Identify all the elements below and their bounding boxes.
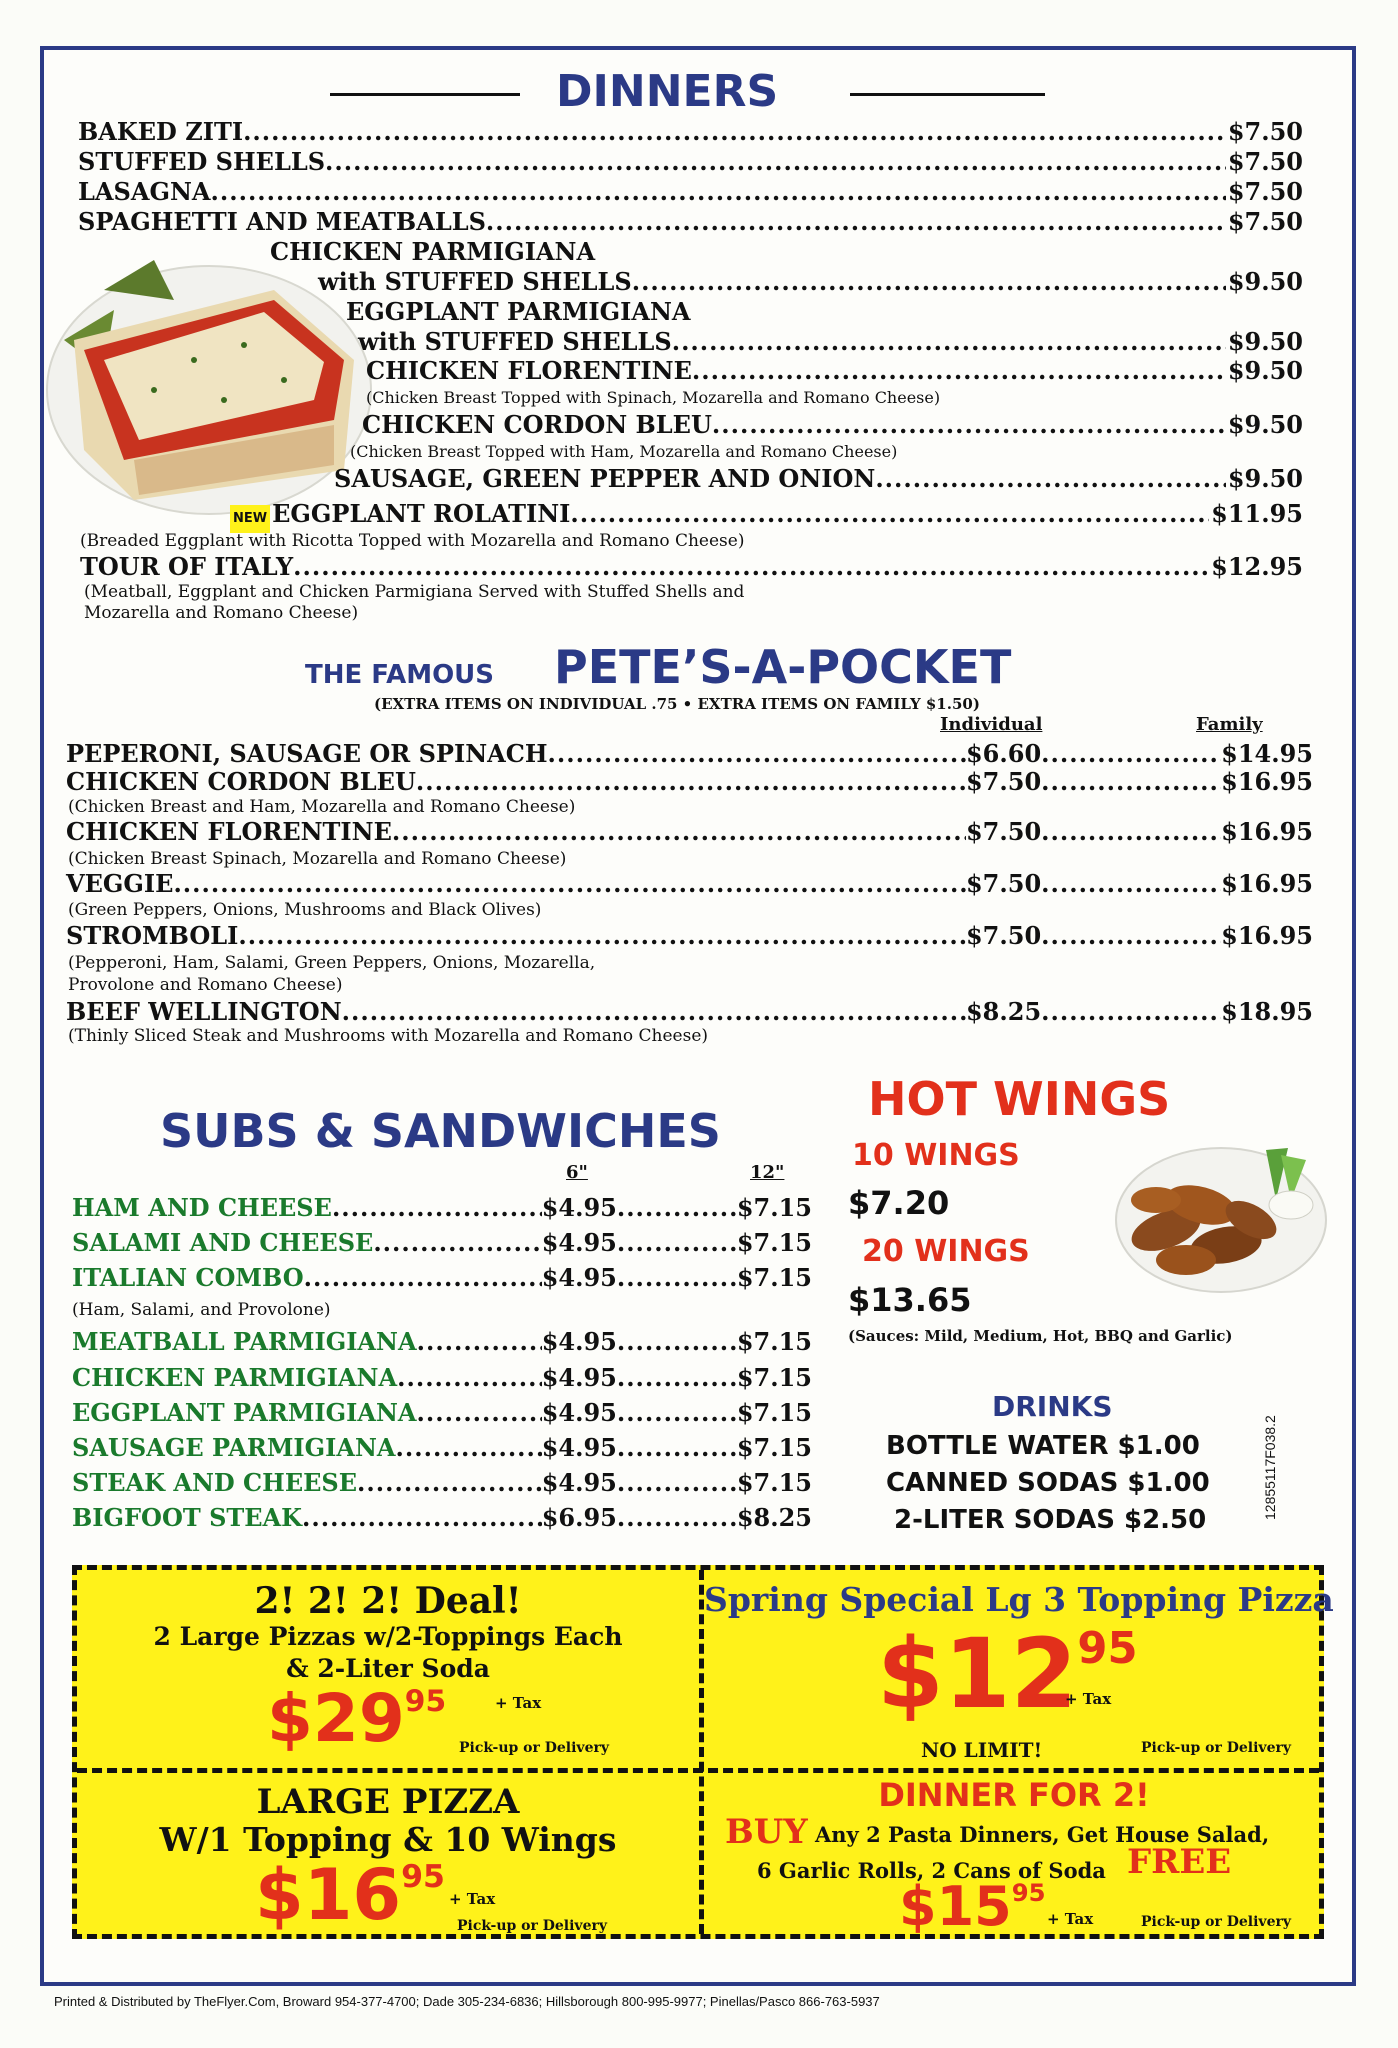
coupon-divider-vertical <box>699 1570 704 1934</box>
spring-coupon-price: $\$12^{95}$ <box>877 1618 1138 1730</box>
deal-coupon-tax: + Tax <box>495 1694 542 1712</box>
dinner-item-name: EGGPLANT PARMIGIANA <box>346 297 691 326</box>
large-coupon-pickup: Pick-up or Delivery <box>457 1918 607 1934</box>
pocket-title-small: THE FAMOUS <box>305 660 495 690</box>
subs-title: SUBS & SANDWICHES <box>160 1104 721 1158</box>
sub-item-desc: (Ham, Salami, and Provolone) <box>72 1300 331 1320</box>
side-code: 12855117F038.2 <box>1262 1415 1278 1520</box>
spring-coupon-limit: NO LIMIT! <box>921 1738 1043 1762</box>
sub-item: MEATBALL PARMIGIANA ..... $4.95 ..... $7.15 <box>72 1328 812 1356</box>
drink-item: BOTTLE WATER $1.00 <box>886 1431 1200 1461</box>
deal-coupon-title: 2! 2! 2! Deal! <box>254 1580 522 1622</box>
dinner-item: with STUFFED SHELLS ..... $9.50 <box>318 268 1303 296</box>
dinner-item-desc: (Chicken Breast Topped with Spinach, Mozarella and Romano Cheese) <box>366 388 941 407</box>
sub-item: ITALIAN COMBO ..... $4.95 ..... $7.15 <box>72 1264 812 1292</box>
wings-ten-label: 10 WINGS <box>852 1138 1020 1173</box>
dinner2-coupon-free: FREE <box>1127 1842 1232 1882</box>
dinners-title: DINNERS <box>556 66 779 117</box>
sub-item: BIGFOOT STEAK ..... $6.95 ..... $8.25 <box>72 1504 812 1532</box>
footer-print-credit: Printed & Distributed by TheFlyer.Com, Broward 954-377-4700; Dade 305-234-6836; Hillsborough 800-995-9977; Pinellas/Pasco 866-763-5937 <box>54 1994 880 2009</box>
pocket-item: PEPERONI, SAUSAGE OR SPINACH ..... $6.60 ..... $14.95 <box>66 740 1313 768</box>
drinks-title: DRINKS <box>992 1390 1113 1423</box>
dinner2-coupon-tax: + Tax <box>1047 1910 1094 1928</box>
dinner2-coupon-title: DINNER FOR 2! <box>878 1776 1150 1814</box>
pocket-subtitle: (EXTRA ITEMS ON INDIVIDUAL .75 • EXTRA ITEMS ON FAMILY $1.50) <box>374 695 980 713</box>
wings-ten-price: $7.20 <box>848 1184 950 1222</box>
dinner2-coupon-pickup: Pick-up or Delivery <box>1141 1914 1291 1930</box>
pocket-item-desc: (Chicken Breast Spinach, Mozarella and Romano Cheese) <box>68 849 567 869</box>
pocket-item: CHICKEN FLORENTINE ..... $7.50 ..... $16.95 <box>66 818 1313 846</box>
wings-title: HOT WINGS <box>868 1072 1171 1126</box>
wings-twenty-label: 20 WINGS <box>862 1234 1030 1269</box>
sub-item: EGGPLANT PARMIGIANA ..... $4.95 ..... $7.15 <box>72 1399 812 1427</box>
pocket-item-desc: (Chicken Breast and Ham, Mozarella and Romano Cheese) <box>68 797 576 817</box>
dinner2-coupon-line2: 6 Garlic Rolls, 2 Cans of Soda <box>757 1858 1106 1883</box>
large-coupon-title: LARGE PIZZA <box>256 1782 520 1822</box>
subs-col-small: 6" <box>566 1162 588 1183</box>
dinner-item: CHICKEN CORDON BLEU ..... $9.50 <box>362 411 1303 439</box>
pocket-item-desc: Provolone and Romano Cheese) <box>68 975 343 995</box>
pocket-item-desc: (Green Peppers, Onions, Mushrooms and Black Olives) <box>68 900 542 920</box>
sub-item: HAM AND CHEESE ..... $4.95 ..... $7.15 <box>72 1194 812 1222</box>
deal-coupon-line1: 2 Large Pizzas w/2-Toppings Each <box>153 1622 623 1651</box>
drink-item: 2-LITER SODAS $2.50 <box>894 1505 1207 1535</box>
dinner-item: TOUR OF ITALY ..... $12.95 <box>80 553 1303 581</box>
pocket-item: CHICKEN CORDON BLEU ..... $7.50 ..... $16.95 <box>66 768 1313 796</box>
sub-item: STEAK AND CHEESE ..... $4.95 ..... $7.15 <box>72 1469 812 1497</box>
sub-item: CHICKEN PARMIGIANA ..... $4.95 ..... $7.15 <box>72 1364 812 1392</box>
large-coupon-price: $\$16^{95}$ <box>255 1854 445 1936</box>
sub-item: SALAMI AND CHEESE ..... $4.95 ..... $7.15 <box>72 1229 812 1257</box>
dinner2-coupon-price: $\$15^{95}$ <box>899 1875 1046 1938</box>
large-coupon-tax: + Tax <box>449 1890 496 1908</box>
drink-item: CANNED SODAS $1.00 <box>886 1468 1210 1498</box>
dinners-rule-right <box>850 93 1045 96</box>
pocket-item: BEEF WELLINGTON ..... $8.25 ..... $18.95 <box>66 998 1313 1026</box>
sub-item: SAUSAGE PARMIGIANA ..... $4.95 ..... $7.15 <box>72 1434 812 1462</box>
dinner-item-name: CHICKEN PARMIGIANA <box>270 237 596 266</box>
dinner-item-desc: (Meatball, Eggplant and Chicken Parmigiana Served with Stuffed Shells and <box>84 582 745 602</box>
dinner-item: with STUFFED SHELLS ..... $9.50 <box>358 328 1303 356</box>
coupons-panel <box>72 1565 1334 1939</box>
pocket-item: STROMBOLI ..... $7.50 ..... $16.95 <box>66 922 1313 950</box>
deal-coupon-price: $\$29^{95}$ <box>267 1680 447 1757</box>
dinner2-coupon-line1: Any 2 Pasta Dinners, Get House Salad, <box>815 1822 1270 1847</box>
pocket-col-individual: Individual <box>940 714 1043 735</box>
pocket-item: VEGGIE ..... $7.50 ..... $16.95 <box>66 870 1313 898</box>
deal-coupon-pickup: Pick-up or Delivery <box>459 1740 609 1756</box>
new-badge: NEW <box>230 505 270 533</box>
subs-col-large: 12" <box>750 1162 785 1183</box>
wings-photo <box>1106 1130 1330 1300</box>
spring-coupon-tax: + Tax <box>1065 1690 1112 1708</box>
wings-twenty-price: $13.65 <box>848 1281 972 1319</box>
pocket-item-desc: (Pepperoni, Ham, Salami, Green Peppers, Onions, Mozarella, <box>68 953 596 973</box>
dinner-item: BAKED ZITI ..... $7.50 <box>78 118 1303 146</box>
dinner-item-desc: (Breaded Eggplant with Ricotta Topped with Mozarella and Romano Cheese) <box>80 531 745 551</box>
dinner-item-desc: (Chicken Breast Topped with Ham, Mozarella and Romano Cheese) <box>350 442 898 461</box>
dinner-item: STUFFED SHELLS ..... $7.50 <box>78 148 1303 176</box>
deal-coupon-line2: & 2-Liter Soda <box>286 1654 490 1683</box>
spring-coupon-pickup: Pick-up or Delivery <box>1141 1740 1291 1756</box>
dinners-rule-left <box>330 93 520 96</box>
pocket-item-desc: (Thinly Sliced Steak and Mushrooms with Mozarella and Romano Cheese) <box>68 1026 709 1046</box>
dinner2-coupon-buy: BUY <box>725 1812 808 1852</box>
dinner-item: SAUSAGE, GREEN PEPPER AND ONION ..... $9.50 <box>334 465 1303 493</box>
dinner-item-desc: Mozarella and Romano Cheese) <box>84 603 359 623</box>
wings-sauces: (Sauces: Mild, Medium, Hot, BBQ and Garlic) <box>848 1327 1233 1345</box>
dinner-item: NEW EGGPLANT ROLATINI ..... $11.95 <box>230 500 1303 533</box>
dinner-item: SPAGHETTI AND MEATBALLS ..... $7.50 <box>78 208 1303 236</box>
coupon-divider-horizontal <box>77 1768 1319 1773</box>
spring-coupon-title: Spring Special Lg 3 Topping Pizza <box>704 1580 1334 1619</box>
pocket-title: PETE’S-A-POCKET <box>554 640 1012 694</box>
dinner-item: CHICKEN FLORENTINE ..... $9.50 <box>366 357 1303 385</box>
pocket-col-family: Family <box>1196 714 1263 735</box>
dinner-item: LASAGNA ..... $7.50 <box>78 178 1303 206</box>
large-coupon-line1: W/1 Topping & 10 Wings <box>159 1820 617 1859</box>
